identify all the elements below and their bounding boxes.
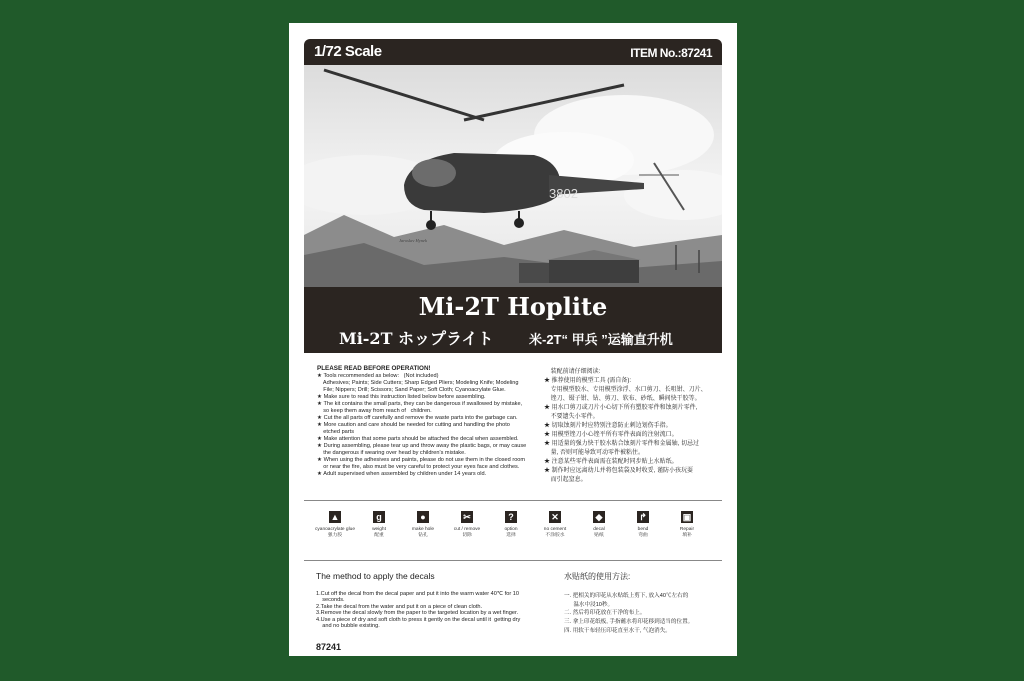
title-block	[304, 287, 722, 353]
legend-label: cut / remove 切除	[453, 527, 481, 538]
cockpit-window	[412, 159, 456, 187]
legend-item	[578, 511, 620, 538]
instruction-line: ★ Make sure to read this instruction listed below before assembling.	[317, 394, 486, 400]
legend-label: no cement 不涂胶水	[543, 527, 567, 538]
instruction-line: ★ Tools recommended as below: (Not included)	[317, 373, 439, 379]
decal-step-cn: 三. 拿上印花纸板, 手指蘸水将印花移到适当的位置。	[564, 619, 694, 626]
instruction-line-cn: ★ 用水口剪刀或刀片小心切下所有塑胶零件和蚀刻片零件,	[544, 405, 698, 411]
instruction-line-cn: 装配前请仔细阅读:	[544, 369, 601, 375]
landing-wheel	[426, 220, 436, 230]
decal-method-chinese	[564, 571, 724, 636]
instruction-line: ★ Make attention that some parts should be attached the decal when assembled.	[317, 436, 519, 442]
decal-step-cn: 一. 把相关的印花从水贴纸上剪下, 放入40℃左右的	[564, 593, 689, 599]
legend-label: decal 贴纸	[593, 527, 605, 538]
legend-item	[622, 511, 664, 538]
instruction-line: so keep them away from reach of children.	[317, 408, 432, 414]
cut-remove-icon: ✂	[461, 511, 473, 523]
make-hole-icon: ●	[417, 511, 429, 523]
bend-icon: ↱	[637, 511, 649, 523]
instruction-line: Adhesives; Paints; Side Cutters; Sharp Edged Pliers; Modeling Knife; Modeling	[317, 380, 519, 386]
decal-step: 2.Take the decal from the water and put it on a piece of clean cloth.	[316, 603, 483, 610]
artist-signature: Jaroslav Hynek	[399, 238, 427, 243]
weight-icon: g	[373, 511, 385, 523]
header-bar	[304, 39, 722, 65]
instruction-line-cn: ★ 切取蚀刻片时应特别注意防止刺边划伤手指。	[544, 423, 672, 429]
legend-label: option 选择	[504, 527, 518, 538]
instruction-line-cn: ★ 用模型锉刀小心锉平所有零件表面的注射流口。	[544, 432, 678, 438]
legend-label: Repair 填补	[679, 527, 695, 538]
instruction-line: ★ Adult supervised when assembled by children under 14 years old.	[317, 471, 487, 477]
helicopter-illustration	[304, 65, 722, 287]
legend-label: make hole 钻孔	[411, 527, 435, 538]
legend-item	[314, 511, 356, 538]
decal-step: 1.Cut off the decal from the decal paper and put it into the warm water 40℃ for 10	[316, 591, 520, 597]
decal-step: and no bubble existing.	[316, 623, 380, 630]
tail-number: 3802	[549, 186, 578, 201]
title-japanese: Mi-2T ホップライト	[339, 329, 494, 348]
building	[549, 260, 639, 283]
decal-icon: ◆	[593, 511, 605, 523]
repair-icon: ▣	[682, 512, 692, 522]
instruction-line-cn: ★ 注意某些零件表面需在装配时同步贴上水贴纸。	[544, 459, 678, 465]
instruction-line: ★ During assembling, please tear up and throw away the plastic bags, or may cause	[317, 443, 527, 449]
instruction-line-cn: ★ 推荐使用的模型工具 (需自备):	[544, 378, 631, 384]
instruction-line-cn: 不要遗失小零件。	[544, 414, 599, 420]
instruction-line-cn: 量, 否则可能导致可动零件被粘住。	[544, 450, 645, 456]
decal-step-cn: 四. 用软干布轻压印花直至水干, 气泡消失。	[564, 627, 671, 634]
decal-step-cn: 温水中浸10秒。	[564, 601, 614, 608]
instruction-line-cn: ★ 用适量的强力快干胶水粘合蚀刻片零件和金属轴, 切忌过	[544, 441, 700, 447]
decal-step-cn: 二. 然后将印花放在干净的布上。	[564, 610, 646, 617]
instruction-line-cn: ★ 制作时应远离幼儿并将包装袋及时收妥, 谨防小孩玩耍	[544, 468, 694, 474]
legend-label: cyanoacrylate glue 强力胶	[315, 527, 355, 538]
instruction-line: the dangerous if wearing over head by children's mistake.	[317, 450, 466, 456]
main-rotor-blade	[324, 70, 484, 120]
legend-label: bend 弯曲	[637, 527, 649, 538]
legend-item	[358, 511, 400, 538]
legend-icons	[314, 511, 714, 561]
instruction-line-cn: 而引起窒息。	[544, 477, 587, 483]
legend-item	[446, 511, 488, 538]
instruction-line: File; Nippers; Drill; Scissors; Sand Paper; Soft Cloth; Cyanoacrylate Glue.	[317, 387, 506, 393]
divider	[304, 500, 722, 501]
title-english: Mi-2T Hoplite	[418, 292, 608, 321]
instruction-line-cn: 锉刀、镊子钳、钻、剪刀、软布、砂纸、瞬间快干胶等。	[544, 396, 701, 402]
instruction-line: etched parts	[317, 429, 355, 435]
helicopter-artwork	[304, 65, 722, 287]
no-cement-icon: ✕	[549, 511, 561, 523]
building	[519, 263, 554, 283]
instruction-line: ★ When using the adhesives and paints, please do not use them in the closed room	[317, 457, 526, 463]
instructions-english	[317, 365, 527, 478]
legend-item	[666, 511, 708, 538]
instruction-sheet	[289, 23, 737, 656]
decal-step: seconds.	[316, 597, 345, 604]
instructions-heading: PLEASE READ BEFORE OPERATION!	[317, 365, 431, 372]
instruction-line-cn: 专用模型胶水、专用模型涂浮、水口剪刀、长咀钳、刀片、	[544, 387, 707, 393]
legend-item	[534, 511, 576, 538]
divider	[304, 560, 722, 561]
footer-item-number: 87241	[316, 642, 342, 652]
title-chinese: 米-2T“ 甲兵 ”运输直升机	[529, 332, 673, 347]
legend-item	[402, 511, 444, 538]
cloud	[624, 170, 722, 220]
scale-label: 1/72 Scale	[314, 43, 382, 60]
decal-step: 3.Remove the decal slowly from the paper to the targeted location by a wet finger.	[316, 610, 519, 617]
glue-bottle-icon: ▲	[330, 512, 340, 522]
instruction-line: ★ The kit contains the small parts, they can be dangerous if swallowed by mistake,	[317, 401, 523, 407]
decal-method-english	[316, 571, 556, 629]
legend-label: weight 配重	[372, 527, 386, 538]
landing-wheel	[514, 218, 524, 228]
decal-step: 4.Use a piece of dry and soft cloth to press it gently on the decal until it getting dry	[316, 616, 521, 623]
instruction-line: or near the fire, also must be very careful to protect your eyes face and clothes.	[317, 464, 520, 470]
item-number: ITEM No.:87241	[630, 46, 712, 60]
instructions-chinese	[544, 368, 724, 485]
decal-heading: The method to apply the decals	[316, 571, 435, 581]
decal-heading-cn: 水贴纸的使用方法:	[564, 572, 631, 581]
legend-item	[490, 511, 532, 538]
instruction-line: ★ Cut the all parts off carefully and remove the waste parts into the garbage can.	[317, 415, 518, 421]
instruction-line: ★ More caution and care should be needed for cutting and handling the photo	[317, 422, 510, 428]
option-icon: ?	[505, 511, 517, 523]
